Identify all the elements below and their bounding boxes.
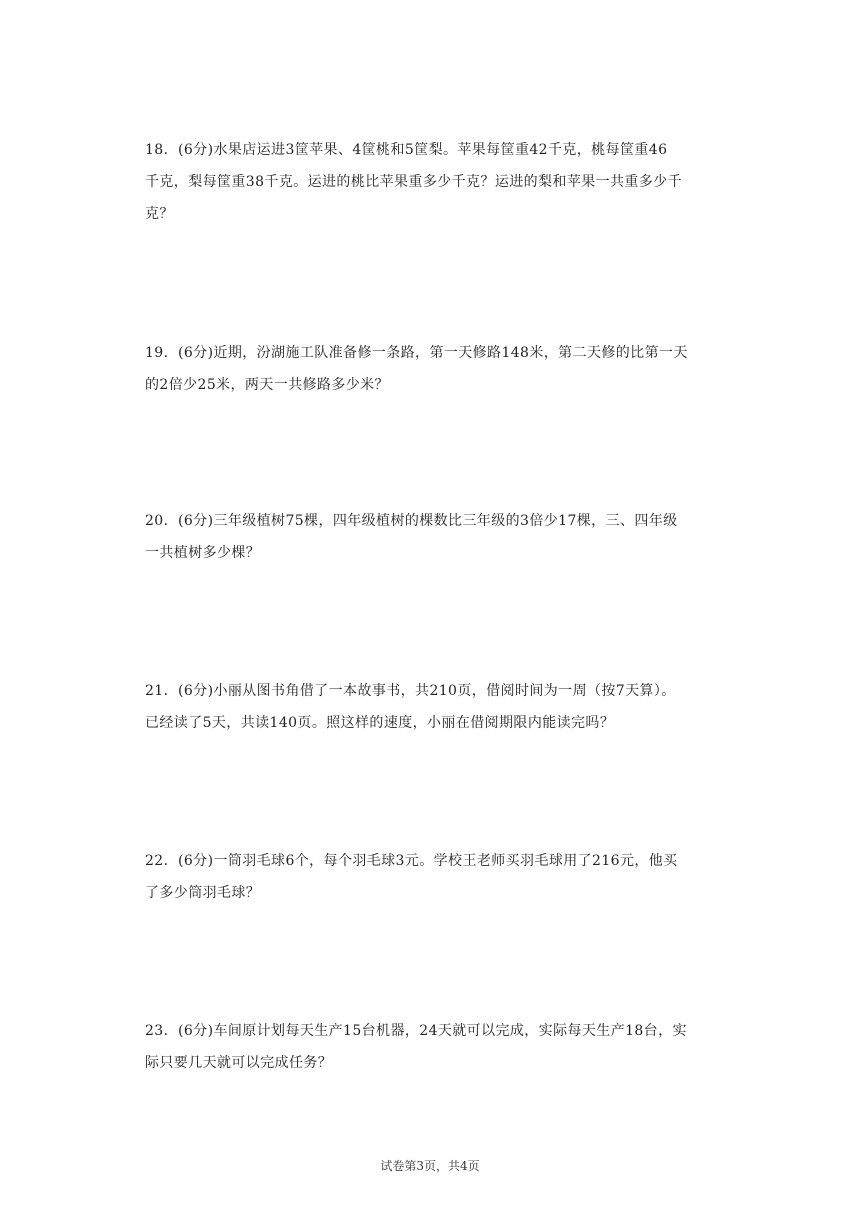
question-23: [145, 1015, 725, 1079]
question-text-line: 际只要几天就可以完成任务？: [145, 1055, 333, 1071]
question-18: [145, 134, 725, 230]
question-20: [145, 505, 725, 569]
question-text-line: 已经读了5天，共读140页。照这样的速度，小丽在借阅期限内能读完吗？: [145, 715, 615, 731]
question-text-line: 22．(6分)一筒羽毛球6个，每个羽毛球3元。学校王老师买羽毛球用了216元，他买: [145, 853, 678, 869]
question-text-line: 21．(6分)小丽从图书角借了一本故事书，共210页，借阅时间为一周（按7天算）。: [145, 683, 676, 699]
question-21: [145, 675, 725, 739]
question-text-line: 19．(6分)近期，汾湖施工队准备修一条路，第一天修路148米，第二天修的比第一天: [145, 345, 688, 361]
question-text-line: 18．(6分)水果店运进3筐苹果、4筐桃和5筐梨。苹果每筐重42千克，桃每筐重46: [145, 142, 668, 158]
question-text-line: 的2倍少25米，两天一共修路多少米？: [145, 377, 389, 393]
question-text-line: 20．(6分)三年级植树75棵，四年级植树的棵数比三年级的3倍少17棵，三、四年级: [145, 513, 678, 529]
question-text-line: 23．(6分)车间原计划每天生产15台机器，24天就可以完成，实际每天生产18台，实: [145, 1023, 687, 1039]
question-text-line: 了多少筒羽毛球？: [145, 885, 261, 901]
question-text-line: 克？: [145, 206, 174, 222]
question-text-line: 千克，梨每筐重38千克。运进的桃比苹果重多少千克？运进的梨和苹果一共重多少千: [145, 174, 683, 190]
question-22: [145, 845, 725, 909]
page-footer: 试卷第3页，共4页: [380, 1159, 480, 1173]
question-19: [145, 337, 725, 401]
question-text-line: 一共植树多少棵？: [145, 545, 261, 561]
